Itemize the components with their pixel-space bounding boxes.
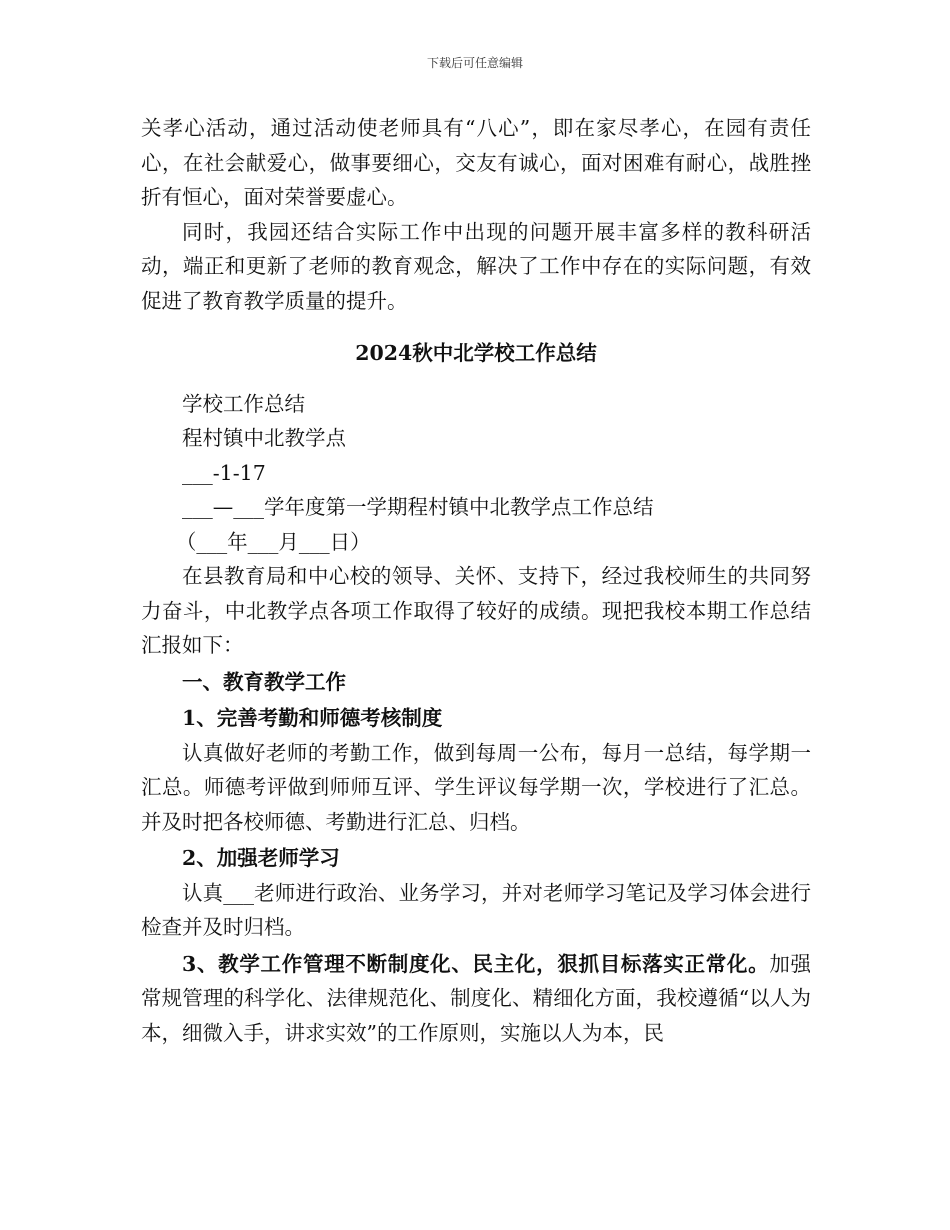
- paragraph-research-activities: 同时，我园还结合实际工作中出现的问题开展丰富多样的教科研活动，端正和更新了老师的教育观念，解决了工作中存在的实际问题，有效促进了教育教学质量的提升。: [141, 219, 811, 313]
- document-body: [141, 111, 811, 1050]
- school-name: 程村镇中北教学点: [182, 426, 346, 450]
- subheading-teacher-study: 2、加强老师学习: [182, 846, 340, 870]
- document-title: 2024秋中北学校工作总结: [355, 341, 597, 365]
- subtitle-line: ___—___学年度第一学期程村镇中北教学点工作总结: [182, 495, 654, 519]
- paragraph-management-text: 加强常规管理的科学化、法律规范化、制度化、精细化方面，我校遵循“以人为本，细微入手，讲求实效”的工作原则，实施以人为本，民: [141, 951, 812, 1045]
- summary-label: 学校工作总结: [182, 391, 305, 416]
- intro-paragraph: 在县教育局和中心校的领导、关怀、支持下，经过我校师生的共同努力奋斗，中北教学点各项工作取得了较好的成绩。现把我校本期工作总结汇报如下：: [141, 564, 811, 657]
- section-heading-teaching: 一、教育教学工作: [182, 669, 346, 694]
- paragraph-filial-activities: 关孝心活动，通过活动使老师具有“八心”，即在家尽孝心，在园有责任心，在社会献爱心，做事要细心，交友有诚心，面对困难有耐心，战胜挫折有恒心，面对荣誉要虚心。: [141, 116, 811, 209]
- subheading-management: 3、教学工作管理不断制度化、民主化，狠抓目标落实正常化。: [182, 951, 770, 976]
- subheading-attendance: 1、完善考勤和师德考核制度: [182, 706, 443, 730]
- paragraph-management: [141, 947, 811, 1051]
- paragraph-attendance: 认真做好老师的考勤工作，做到每周一公布，每月一总结，每学期一汇总。师德考评做到师师互评、学生评议每学期一次，学校进行了汇总。并及时把各校师德、考勤进行汇总、归档。: [141, 740, 811, 834]
- paragraph-teacher-study: 认真___老师进行政治、业务学习，并对老师学习笔记及学习体会进行检查并及时归档。: [141, 880, 811, 939]
- date-placeholder: （___年___月___日）: [175, 529, 371, 554]
- date-line: ___-1-17: [182, 460, 266, 485]
- page-header: 下载后可任意编辑: [426, 56, 523, 70]
